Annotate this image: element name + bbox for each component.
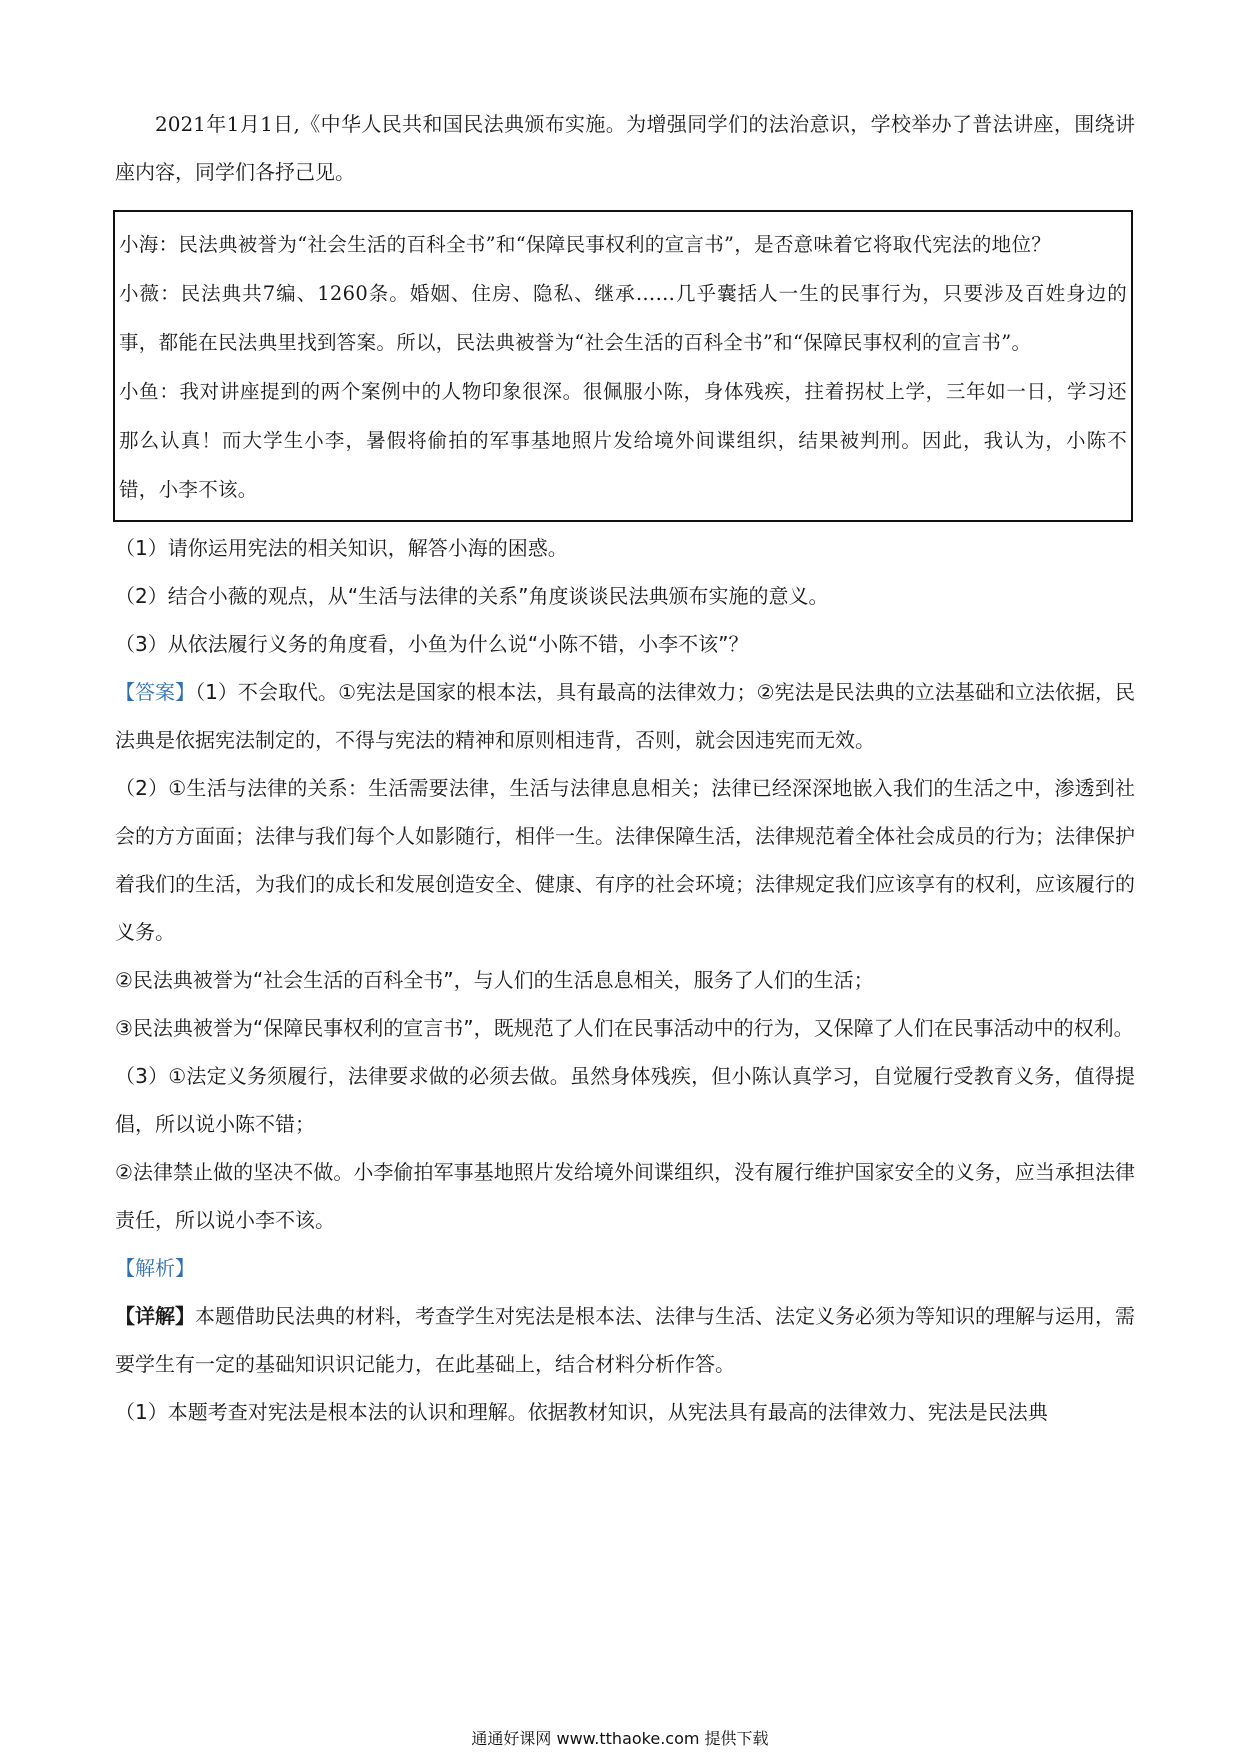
analysis-tag: 【解析】 <box>115 1256 195 1280</box>
answer-part-2-b: ②民法典被誉为“社会生活的百科全书”，与人们的生活息息相关，服务了人们的生活； <box>115 968 874 992</box>
analysis-section <box>115 1244 1135 1436</box>
question-3: （3）从依法履行义务的角度看，小鱼为什么说“小陈不错，小李不该”？ <box>115 632 749 656</box>
detail-text: 本题借助民法典的材料，考查学生对宪法是根本法、法律与生活、法定义务必须为等知识的理解与运用，需要学生有一定的基础知识识记能力，在此基础上，结合材料分析作答。 <box>115 1304 1135 1376</box>
answer-part-2: （2）①生活与法律的关系：生活需要法律，生活与法律息息相关；法律已经深深地嵌入我们的生活之中，渗透到社会的方方面面；法律与我们每个人如影随行，相伴一生。法律保障生活，法律规范着全体社会成员的行为；法律保护着我们的生活，为我们的成长和发展创造安全、健康、有序的社会环境；法律规定我们应该享有的权利，应该履行的义务。 <box>115 776 1135 944</box>
answer-part-3-b: ②法律禁止做的坚决不做。小李偷拍军事基地照片发给境外间谍组织，没有履行维护国家安全的义务，应当承担法律责任，所以说小李不该。 <box>115 1160 1135 1232</box>
question-2: （2）结合小薇的观点，从“生活与法律的关系”角度谈谈民法典颁布实施的意义。 <box>115 584 829 608</box>
box-line-xiaoyu: 小鱼：我对讲座提到的两个案例中的人物印象很深。很佩服小陈，身体残疾，拄着拐杖上学，三年如一日，学习还那么认真！而大学生小李，暑假将偷拍的军事基地照片发给境外间谍组织，结果被判刑。因此，我认为，小陈不错，小李不该。 <box>119 380 1127 501</box>
answer-part-1: （1）不会取代。①宪法是国家的根本法，具有最高的法律效力；②宪法是民法典的立法基础和立法依据，民法典是依据宪法制定的，不得与宪法的精神和原则相违背，否则，就会因违宪而无效。 <box>115 680 1136 752</box>
discussion-box <box>113 210 1133 522</box>
answer-tag: 【答案】 <box>115 680 196 704</box>
box-line-xiaowei: 小薇：民法典共7编、1260条。婚姻、住房、隐私、继承……几乎囊括人一生的民事行为，只要涉及百姓身边的事，都能在民法典里找到答案。所以，民法典被誉为“社会生活的百科全书”和“保障民事权利的宣言书”。 <box>119 282 1127 354</box>
question-1: （1）请你运用宪法的相关知识，解答小海的困惑。 <box>115 536 568 560</box>
questions-list <box>115 524 1135 668</box>
intro-paragraph: 2021年1月1日,《中华人民共和国民法典颁布实施。为增强同学们的法治意识，学校举办了普法讲座，围绕讲座内容，同学们各抒己见。 <box>115 112 1135 184</box>
detail-tag: 【详解】 <box>115 1304 195 1328</box>
page-footer: 通通好课网 www.tthaoke.com 提供下载 <box>471 1729 769 1748</box>
analysis-heading <box>115 1244 1135 1292</box>
answer-first-paragraph <box>115 668 1135 764</box>
analysis-last-line: （1）本题考查对宪法是根本法的认识和理解。依据教材知识，从宪法具有最高的法律效力、宪法是民法典 <box>115 1400 1048 1424</box>
detail-paragraph <box>115 1292 1135 1388</box>
box-line-xiaohai: 小海：民法典被誉为“社会生活的百科全书”和“保障民事权利的宣言书”，是否意味着它将取代宪法的地位？ <box>119 233 1052 256</box>
document-page <box>115 100 1135 1436</box>
answer-part-3: （3）①法定义务须履行，法律要求做的必须去做。虽然身体残疾，但小陈认真学习，自觉履行受教育义务，值得提倡，所以说小陈不错； <box>115 1064 1135 1136</box>
answer-part-2-c: ③民法典被誉为“保障民事权利的宣言书”，既规范了人们在民事活动中的行为，又保障了人们在民事活动中的权利。 <box>115 1016 1134 1040</box>
answer-section <box>115 668 1135 1244</box>
